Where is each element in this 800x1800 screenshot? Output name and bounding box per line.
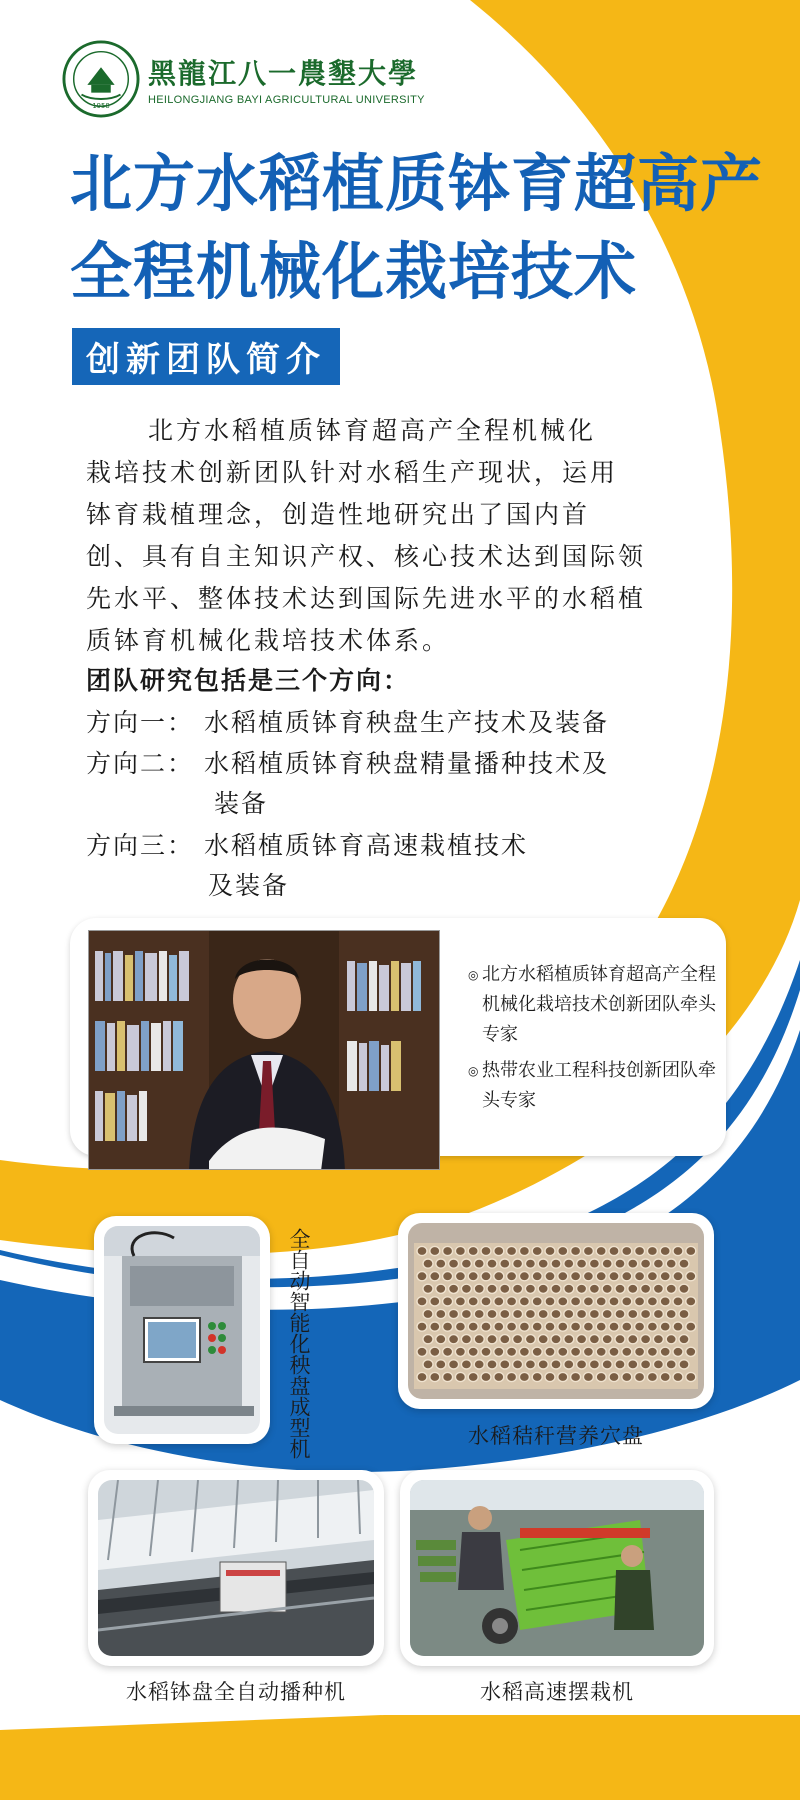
transplanter-caption: 水稻高速摆栽机 <box>480 1680 634 1704</box>
direction-item-3 <box>86 826 674 906</box>
seeder-caption: 水稻钵盘全自动播种机 <box>126 1680 346 1704</box>
intro-line: 钵育栽植理念，创造性地研究出了国内首 <box>86 500 591 529</box>
direction-label: 方向二： <box>86 749 195 778</box>
straw-tray-caption: 水稻秸秆营养穴盘 <box>468 1424 644 1448</box>
intro-line: 先水平、整体技术达到国际先进水平的水稻植 <box>86 584 647 613</box>
straw-tray-photo <box>398 1213 714 1409</box>
tray-forming-machine-photo <box>94 1216 270 1444</box>
svg-text:1958: 1958 <box>92 102 110 111</box>
intro-line: 质钵育机械化栽培技术体系。 <box>86 626 451 655</box>
intro-line: 北方水稻植质钵育超高产全程机械化 <box>148 416 597 445</box>
bullet-icon: ◎ <box>468 1064 479 1078</box>
university-logo <box>62 40 425 118</box>
expert-note: ◎ 热带农业工程科技创新团队牵头专家 <box>468 1056 718 1116</box>
university-name-cn: 黑龍江八一農墾大學 <box>148 57 419 90</box>
page-title <box>70 140 764 316</box>
direction-text: 水稻植质钵育秧盘精量播种技术及 装备 <box>204 749 610 818</box>
university-name-en: HEILONGJIANG BAYI AGRICULTURAL UNIVERSITY <box>148 94 425 106</box>
title-line-2: 全程机械化栽培技术 <box>70 235 638 308</box>
intro-line: 创、具有自主知识产权、核心技术达到国际领 <box>86 542 647 571</box>
tray-forming-machine-caption: 全自动智能化秧盘成型机 <box>287 1228 311 1459</box>
research-heading: 团队研究包括是三个方向： <box>86 666 411 695</box>
seeder-photo <box>88 1470 384 1666</box>
bullet-icon: ◎ <box>468 968 479 982</box>
expert-photo <box>88 930 440 1170</box>
transplanter-photo <box>400 1470 714 1666</box>
section-heading: 创新团队简介 <box>72 328 340 385</box>
direction-item-1 <box>86 703 674 743</box>
expert-notes <box>468 960 718 1122</box>
university-seal-icon <box>62 40 140 118</box>
direction-text: 水稻植质钵育高速栽植技术 及装备 <box>204 831 529 900</box>
direction-item-2 <box>86 744 674 824</box>
expert-note: ◎ 北方水稻植质钵育超高产全程机械化栽培技术创新团队牵头专家 <box>468 960 718 1050</box>
direction-label: 方向三： <box>86 831 195 860</box>
tray-cells-graphic <box>408 1223 704 1399</box>
direction-label: 方向一： <box>86 708 195 737</box>
title-line-1: 北方水稻植质钵育超高产 <box>70 147 764 220</box>
direction-text: 水稻植质钵育秧盘生产技术及装备 <box>204 708 610 737</box>
intro-paragraph <box>86 410 686 662</box>
intro-line: 栽培技术创新团队针对水稻生产现状，运用 <box>86 458 619 487</box>
